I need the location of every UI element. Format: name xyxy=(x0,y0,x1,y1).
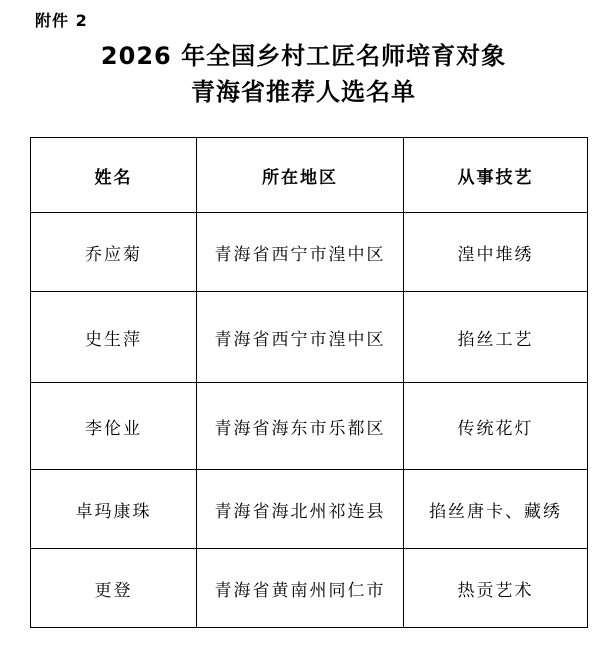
cell-craft: 掐丝工艺 xyxy=(404,292,588,383)
cell-name: 卓玛康珠 xyxy=(31,470,197,549)
document-title-line-2: 青海省推荐人选名单 xyxy=(191,78,416,106)
attachment-label: 附件 2 xyxy=(35,11,88,30)
cell-region: 青海省海北州祁连县 xyxy=(197,470,404,549)
header-region: 所在地区 xyxy=(197,138,404,213)
cell-name: 李伦业 xyxy=(31,383,197,470)
header-craft: 从事技艺 xyxy=(404,138,588,213)
table-header-row xyxy=(31,138,588,213)
cell-region: 青海省西宁市湟中区 xyxy=(197,213,404,292)
cell-name: 史生萍 xyxy=(31,292,197,383)
candidate-table xyxy=(30,137,588,628)
document-title-line-1: 2026 年全国乡村工匠名师培育对象 xyxy=(100,42,507,70)
table-row xyxy=(31,470,588,549)
header-name: 姓名 xyxy=(31,138,197,213)
cell-region: 青海省西宁市湟中区 xyxy=(197,292,404,383)
cell-craft: 热贡艺术 xyxy=(404,549,588,628)
cell-region: 青海省海东市乐都区 xyxy=(197,383,404,470)
cell-region: 青海省黄南州同仁市 xyxy=(197,549,404,628)
cell-name: 更登 xyxy=(31,549,197,628)
cell-name: 乔应菊 xyxy=(31,213,197,292)
cell-craft: 湟中堆绣 xyxy=(404,213,588,292)
cell-craft: 掐丝唐卡、藏绣 xyxy=(404,470,588,549)
table-row xyxy=(31,292,588,383)
table-row xyxy=(31,213,588,292)
table-row xyxy=(31,549,588,628)
cell-craft: 传统花灯 xyxy=(404,383,588,470)
table-row xyxy=(31,383,588,470)
